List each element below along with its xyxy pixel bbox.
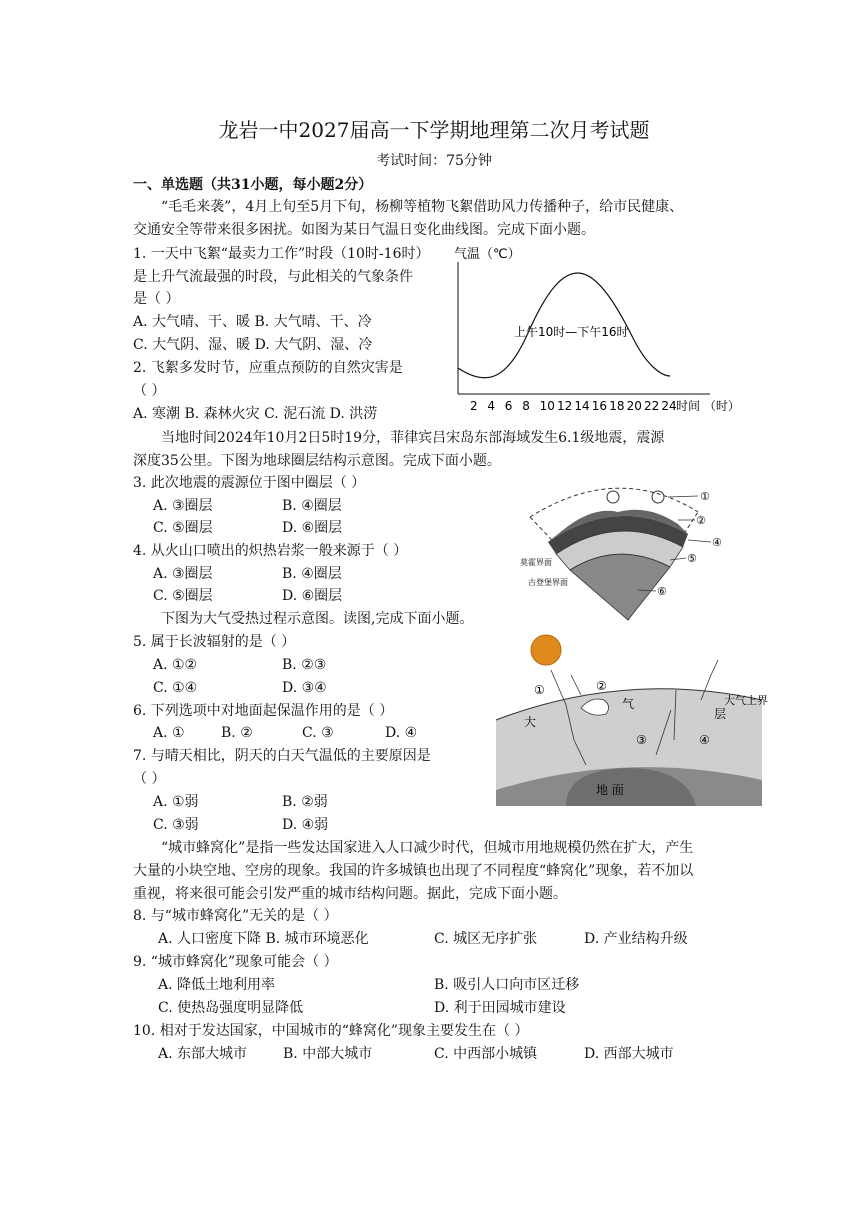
label-5: ⑤	[687, 552, 697, 565]
sun-icon	[531, 635, 561, 665]
intro2-line2: 深度35公里。下图为地球圈层结构示意图。完成下面小题。	[133, 453, 501, 469]
q5-option-a: A. ①②	[153, 657, 198, 673]
q7-option-a: A. ①弱	[153, 794, 199, 810]
q4-option-b: B. ④圈层	[282, 566, 342, 582]
q3-option-b: B. ④圈层	[282, 498, 342, 514]
upper-boundary-label: 大气上界	[724, 694, 768, 707]
moho-label: 莫霍界面	[520, 558, 552, 567]
q4-option-d: D. ⑥圈层	[282, 588, 343, 604]
q3-option-a: A. ③圈层	[153, 498, 213, 514]
q4-stem: 4. 从火山口喷出的炽热岩浆一般来源于（ ）	[133, 543, 408, 559]
q1-line1: 1. 一天中飞絮“最卖力工作”时段（10时-16时）	[133, 246, 430, 262]
q3-option-d: D. ⑥圈层	[282, 520, 343, 536]
q7-option-b: B. ②弱	[282, 794, 328, 810]
q6-option-b: B. ②	[221, 725, 253, 741]
x-tick-label: 2	[470, 399, 478, 413]
x-tick-label: 8	[522, 399, 530, 413]
q8-stem: 8. 与“城市蜂窝化”无关的是（ ）	[133, 908, 338, 924]
exam-duration: 考试时间：75分钟	[376, 153, 492, 169]
q1-line2: 是上升气流最强的时段，与此相关的气象条件	[133, 269, 413, 285]
label-1: ①	[534, 683, 545, 697]
q9-option-b: B. 吸引人口向市区迁移	[434, 977, 580, 993]
q9-stem: 9. “城市蜂窝化”现象可能会（ ）	[133, 954, 338, 970]
q7-option-d: D. ④弱	[282, 817, 329, 833]
q10-option-d: D. 西部大城市	[584, 1046, 674, 1062]
q5-stem: 5. 属于长波辐射的是（ ）	[133, 634, 296, 650]
q7-option-c: C. ③弱	[153, 817, 199, 833]
cloud-icon	[652, 491, 664, 503]
q8-options-ab: A. 人口密度下降 B. 城市环境恶化	[158, 931, 369, 947]
q7-line1: 7. 与晴天相比，阴天的白天气温低的主要原因是	[133, 748, 431, 764]
gutenberg-label: 古登堡界面	[528, 578, 568, 587]
q9-option-a: A. 降低土地利用率	[158, 977, 276, 993]
q3-option-c: C. ⑤圈层	[153, 520, 213, 536]
atmosphere-heating-figure	[496, 630, 768, 806]
x-tick-label: 22	[644, 399, 660, 413]
x-tick-label: 24	[661, 399, 677, 413]
q9-option-d: D. 利于田园城市建设	[434, 1000, 566, 1016]
exam-title: 龙岩一中2027届高一下学期地理第二次月考试题	[218, 118, 650, 142]
q7-line2: （ ）	[133, 771, 166, 787]
q10-option-b: B. 中部大城市	[283, 1046, 373, 1062]
atm-word-1: 大	[524, 715, 537, 729]
x-tick-label: 12	[557, 399, 573, 413]
q10-stem: 10. 相对于发达国家，中国城市的“蜂窝化”现象主要发生在（ ）	[133, 1023, 529, 1039]
intro4-line2: 大量的小块空地、空房的现象。我国的许多城镇也出现了不同程度“蜂窝化”现象，若不加以	[133, 863, 694, 879]
q10-option-c: C. 中西部小城镇	[434, 1046, 538, 1062]
q1-options-ab: A. 大气晴、干、暖 B. 大气晴、干、冷	[133, 314, 372, 330]
q1-options-cd: C. 大气阴、湿、暖 D. 大气阴、湿、冷	[133, 337, 373, 353]
label-2: ②	[596, 679, 607, 693]
chart-ylabel: 气温（℃）	[454, 247, 521, 262]
q6-option-c: C. ③	[302, 725, 334, 741]
core-layer	[570, 554, 670, 620]
x-tick-label: 14	[574, 399, 590, 413]
q4-option-c: C. ⑤圈层	[153, 588, 213, 604]
q2-line2: （ ）	[133, 383, 166, 399]
q6-option-a: A. ①	[153, 725, 185, 741]
intro1-line2: 交通安全等带来很多困扰。如图为某日气温日变化曲线图。完成下面小题。	[133, 222, 595, 238]
intro2-line1: 当地时间2024年10月2日5时19分，菲律宾吕宋岛东部海域发生6.1级地震，震源	[161, 430, 665, 446]
q10-option-a: A. 东部大城市	[158, 1046, 248, 1062]
q3-stem: 3. 此次地震的震源位于图中圈层（ ）	[133, 475, 366, 491]
temperature-curve-figure	[448, 238, 758, 418]
intro4-line1: “城市蜂窝化”是指一些发达国家进入人口减少时代，但城市用地规模仍然在扩大，产生	[161, 840, 694, 856]
q1-line3: 是（ ）	[133, 291, 180, 307]
label-4: ④	[712, 536, 722, 549]
chart-annotation: 上午10时—下午16时	[514, 325, 629, 339]
x-tick-label: 20	[626, 399, 642, 413]
label-2: ②	[696, 514, 706, 527]
x-tick-label: 6	[504, 399, 513, 413]
label-6: ⑥	[657, 585, 667, 598]
label-4: ④	[699, 733, 710, 747]
q9-option-c: C. 使热岛强度明显降低	[158, 1000, 304, 1016]
label-1: ①	[700, 490, 710, 503]
q5-option-b: B. ②③	[282, 657, 327, 673]
q8-option-d: D. 产业结构升级	[584, 931, 688, 947]
chart-xlabel: 时间 （时）	[676, 399, 740, 413]
q6-stem: 6. 下列选项中对地面起保温作用的是（ ）	[133, 703, 394, 719]
x-tick-label: 16	[591, 399, 608, 413]
x-tick-labels	[470, 399, 677, 413]
atm-word-3: 层	[714, 707, 727, 721]
q2-options: A. 寒潮 B. 森林火灾 C. 泥石流 D. 洪涝	[133, 406, 378, 422]
q5-option-c: C. ①④	[153, 680, 198, 696]
section-heading: 一、单选题（共31小题，每小题2分）	[133, 177, 373, 193]
q4-option-a: A. ③圈层	[153, 566, 213, 582]
label-3: ③	[636, 733, 647, 747]
q5-option-d: D. ③④	[282, 680, 327, 696]
x-tick-label: 10	[539, 399, 555, 413]
atm-word-2: 气	[622, 697, 635, 711]
q2-line1: 2. 飞絮多发时节，应重点预防的自然灾害是	[133, 360, 403, 376]
q8-option-c: C. 城区无序扩张	[434, 931, 538, 947]
x-tick-label: 18	[609, 399, 625, 413]
earth-sphere-figure	[518, 472, 738, 622]
ground-label: 地 面	[596, 783, 624, 797]
q6-option-d: D. ④	[385, 725, 418, 741]
x-tick-label: 4	[487, 399, 496, 413]
intro1-line1: “毛毛来袭”，4月上旬至5月下旬，杨柳等植物飞絮借助风力传播种子，给市民健康、	[161, 199, 684, 215]
intro3: 下图为大气受热过程示意图。读图,完成下面小题。	[161, 611, 474, 627]
cloud-icon	[607, 491, 619, 503]
intro4-line3: 重视，将来很可能会引发严重的城市结构问题。据此，完成下面小题。	[133, 886, 567, 902]
